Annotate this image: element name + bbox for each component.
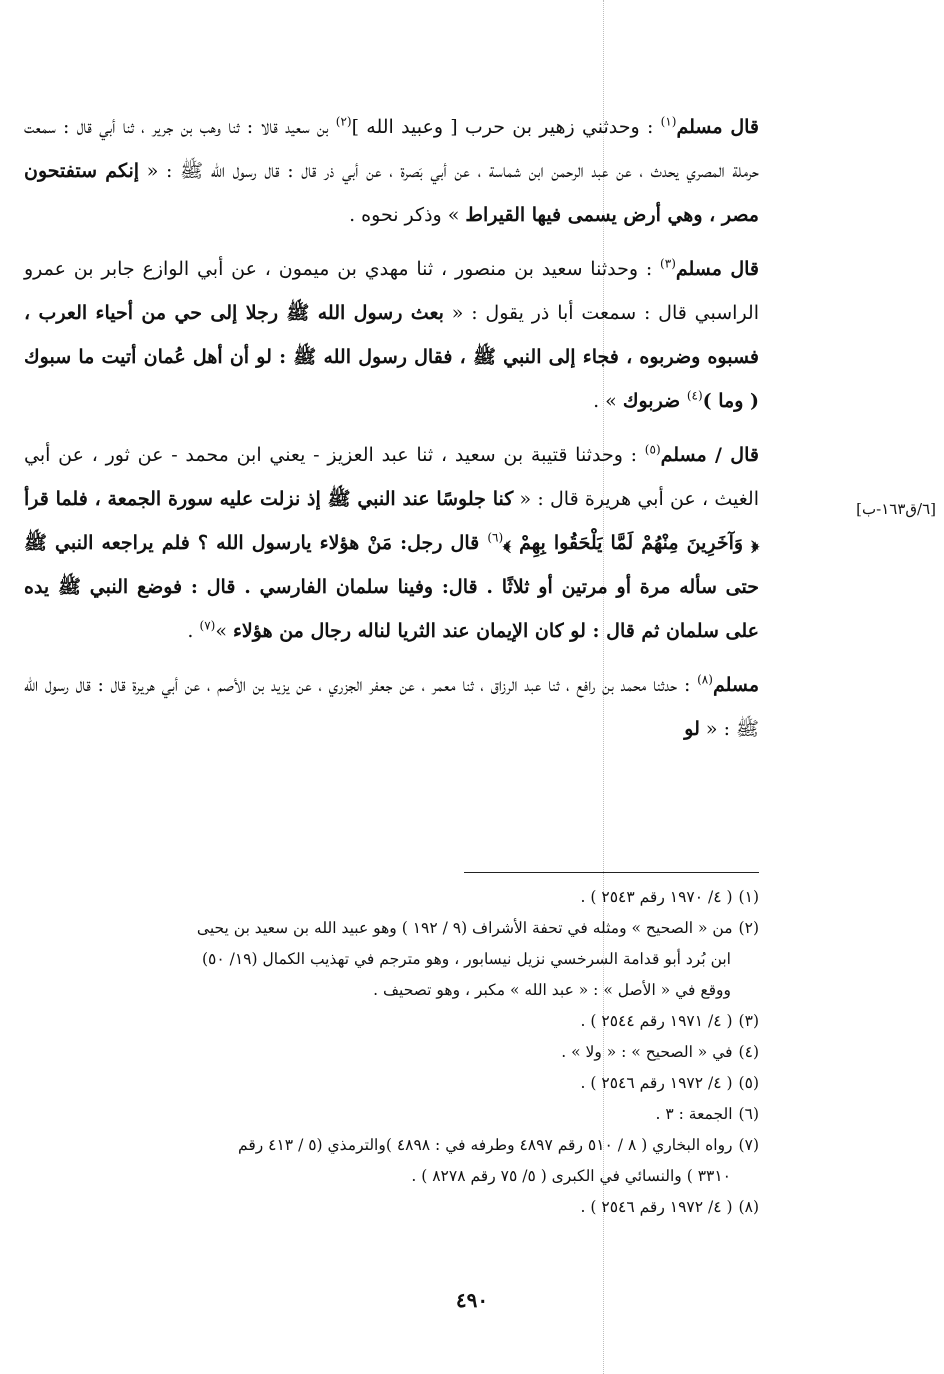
- footnote-1: [24, 882, 759, 913]
- footnote-marker: (٢): [335, 114, 352, 129]
- closing-text: »: [215, 620, 233, 642]
- footnote-marker: (٣): [660, 256, 676, 271]
- main-text: [24, 105, 759, 761]
- footnote-number: (٦): [738, 1105, 759, 1123]
- footnote-marker: (٨): [697, 672, 713, 687]
- footnote-number: (٨): [738, 1198, 759, 1216]
- hadith-paragraph-2: [24, 247, 759, 423]
- footnote-marker: (٥): [644, 442, 661, 457]
- narrator-lead: قال مسلم: [675, 258, 760, 280]
- isnad-text: : وحدثنا قتيبة بن سعيد ، ثنا عبد العزيز - يعني ابن محمد - عن ثور ، عن أبي الغيث ، عن أبي هريرة قال : «: [24, 444, 759, 510]
- footnote-separator: [464, 872, 759, 873]
- footnote-7: [24, 1130, 759, 1192]
- footnote-text: رواه البخاري ( ٨ / ٥١٠ رقم ٤٨٩٧ وطرفه في : ٤٨٩٨ )والترمذي (٥ / ٤١٣ رقم: [238, 1136, 733, 1154]
- footnote-8: [24, 1192, 759, 1223]
- manuscript-folio-reference: [٦/ق١٦٣-ب]: [856, 500, 936, 518]
- footnote-marker: (٤): [686, 388, 703, 403]
- matn-text: ضربوك: [622, 390, 687, 412]
- matn-text: قال رجل: مَنْ هؤلاء يارسول الله ؟ فلم يراجعه النبي ﷺ حتى سأله مرة أو مرتين أو ثلاثًا . قال: وفينا سلمان الفارسي . قال : فوضع النبي ﷺ يده على سلمان ثم قال : لو كان الإيمان عند الثريا لناله رجال من هؤلاء: [24, 532, 759, 642]
- footnote-marker: (٦): [487, 530, 504, 545]
- footnote-2: [24, 913, 759, 1006]
- footnote-text: الجمعة : ٣ .: [655, 1105, 733, 1123]
- footnote-text: في « الصحيح » : « ولا » .: [561, 1043, 733, 1061]
- footnote-text: من « الصحيح » ومثله في تحفة الأشراف (٩ / ١٩٢ ) وهو عبيد الله بن سعيد بن يحيى: [196, 919, 733, 937]
- matn-text: بعث رسول الله ﷺ رجلا إلى حي من أحياء العرب ، فسبوه وضربوه ، فجاء إلى النبي ﷺ ، فقال رسول الله ﷺ : لو أن أهل عُمان أتيت ما سبوك ( وما ): [24, 302, 759, 412]
- footnote-3: [24, 1006, 759, 1037]
- footnote-number: (٧): [738, 1136, 759, 1154]
- hadith-paragraph-3: [24, 433, 759, 653]
- page-number: ٤٩٠: [455, 1288, 489, 1312]
- footnote-number: (٥): [738, 1074, 759, 1092]
- footnote-text-continued: ٣٣١٠ ) والنسائي في الكبرى ( ٥/ ٧٥ رقم ٨٢٧٨ ) .: [411, 1167, 731, 1185]
- footnote-text: ( ٤/ ١٩٧٢ رقم ٢٥٤٦ ) .: [580, 1198, 733, 1216]
- narrator-lead: قال مسلم: [676, 116, 760, 138]
- matn-text: إنكم ستفتحون مصر ، وهي أرض يسمى فيها القيراط: [24, 160, 759, 226]
- closing-text: » وذكر نحوه .: [349, 204, 466, 226]
- matn-text: كنا جلوسًا عند النبي ﷺ إذ نزلت عليه سورة الجمعة ، فلما قرأ ﴿ وَآخَرِينَ مِنْهُمْ لَمَّا يَلْحَقُوا بِهِمْ ﴾: [24, 488, 759, 554]
- matn-text: لو: [684, 718, 700, 740]
- hadith-paragraph-4: [24, 663, 759, 751]
- isnad-text: : وحدثنا سعيد بن منصور ، ثنا مهدي بن ميمون ، عن أبي الوازع جابر بن عمرو الراسبي قال : سمعت أبا ذر يقول : «: [24, 258, 759, 324]
- footnote-marker: (١): [660, 114, 677, 129]
- isnad-text: : وحدثني زهير بن حرب [ وعبيد الله ]: [351, 116, 661, 138]
- footnote-4: [24, 1037, 759, 1068]
- narrator-lead: قال / مسلم: [660, 444, 759, 466]
- closing-text: » .: [593, 390, 623, 412]
- footnote-number: (٣): [738, 1012, 759, 1030]
- narrator-lead: مسلم: [712, 674, 759, 696]
- footnote-text: ( ٤/ ١٩٧٢ رقم ٢٥٤٦ ) .: [580, 1074, 733, 1092]
- footnote-text: ( ٤/ ١٩٧١ رقم ٢٥٤٤ ) .: [580, 1012, 733, 1030]
- footnote-5: [24, 1068, 759, 1099]
- footnote-number: (١): [738, 888, 759, 906]
- footnote-text-continued: ووقع في « الأصل » : « عبد الله » مكبر ، وهو تصحيف .: [373, 981, 731, 999]
- footnote-text-continued: ابن بُرد أبو قدامة السرخسي نزيل نيسابور ، وهو مترجم في تهذيب الكمال (١٩/ ٥٠): [201, 950, 731, 968]
- footnote-number: (٢): [738, 919, 759, 937]
- hadith-paragraph-1: [24, 105, 759, 237]
- footnote-marker: (٧): [199, 618, 216, 633]
- footnote-number: (٤): [738, 1043, 759, 1061]
- footnote-6: [24, 1099, 759, 1130]
- isnad-text: : حدثنا محمد بن رافع ، ثنا عبد الرزاق ، ثنا معمر ، عن جعفر الجزري ، عن يزيد بن الأصم ، عن أبي هريرة قال : قال رسول الله ﷺ : «: [24, 674, 759, 740]
- closing-text: .: [187, 620, 200, 642]
- footnote-text: ( ٤/ ١٩٧٠ رقم ٢٥٤٣ ) .: [580, 888, 733, 906]
- footnotes: [24, 882, 759, 1223]
- isnad-text: بن سعيد قالا : ثنا وهب بن جرير ، ثنا أبي قال : سمعت حرملة المصري يحدث ، عن عبد الرحمن ابن شماسة ، عن أبي بَصرة ، عن أبي ذر قال : قال رسول الله ﷺ : «: [24, 116, 759, 182]
